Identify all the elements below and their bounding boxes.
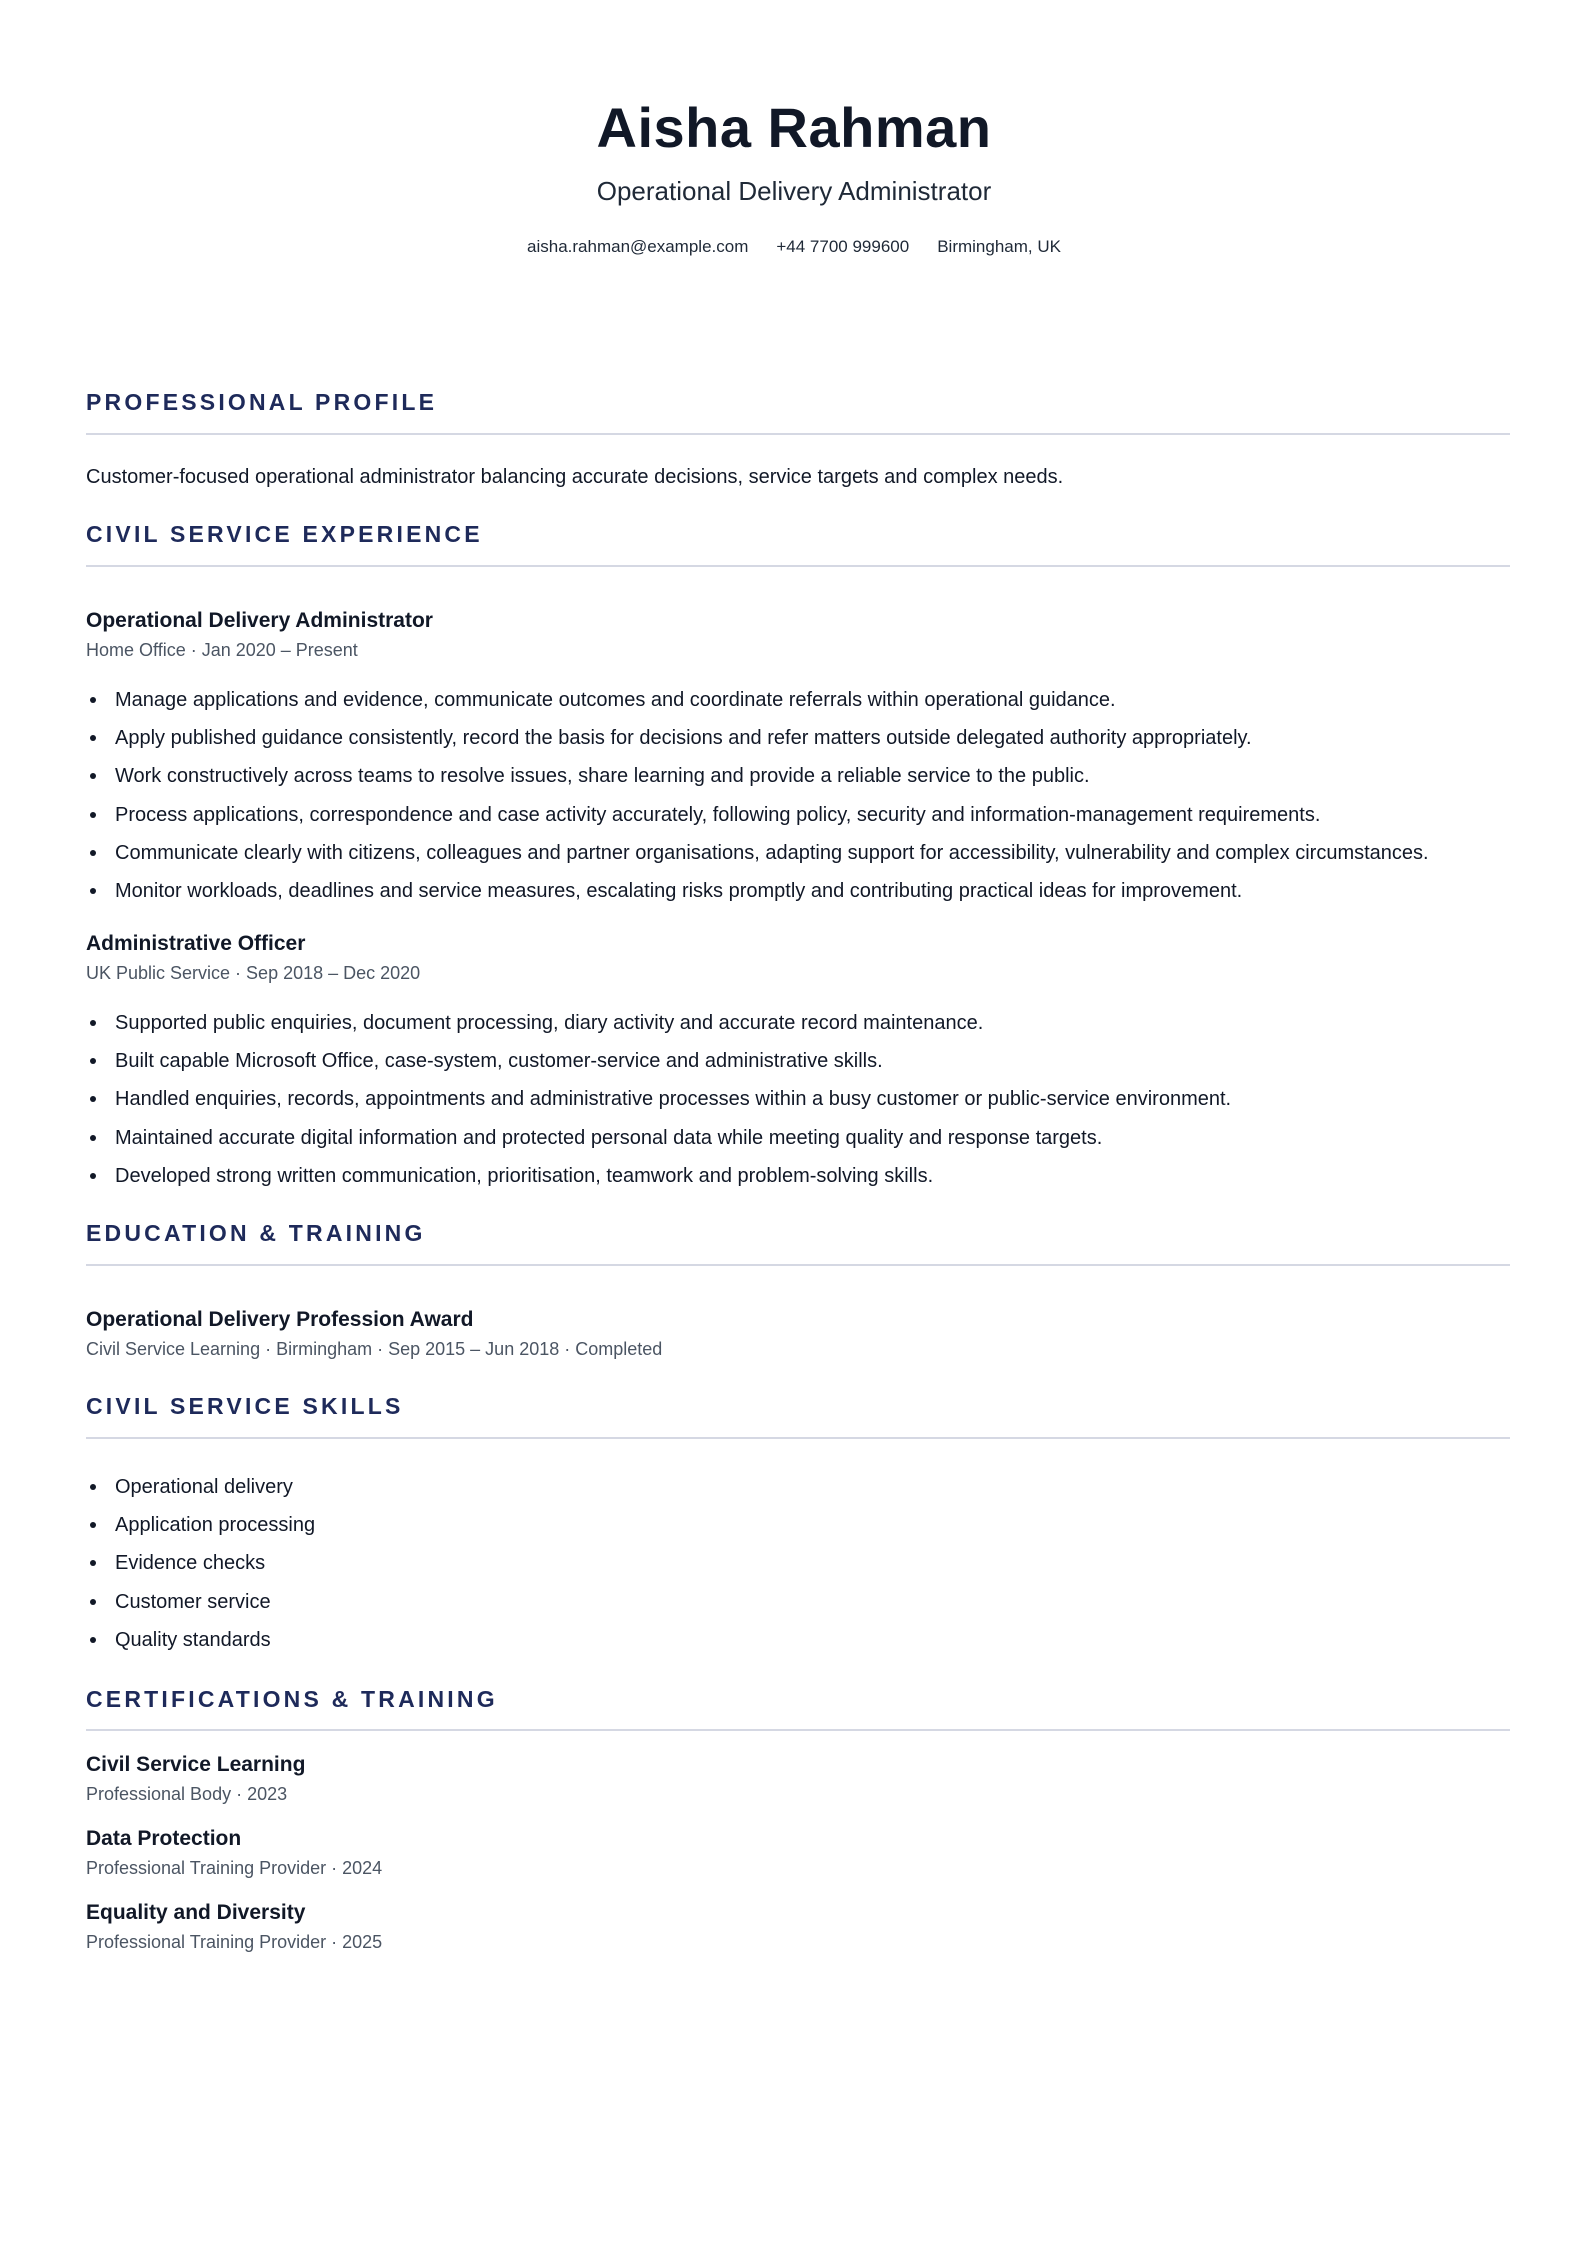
section-divider: [86, 1437, 1510, 1439]
contact-location: Birmingham, UK: [937, 237, 1061, 256]
certification-title: Equality and Diversity: [86, 1901, 306, 1924]
education-meta: Civil Service Learning · Birmingham · Sep 2015 – Jun 2018 · Completed: [86, 1339, 663, 1359]
section-title-certifications: CERTIFICATIONS & TRAINING: [86, 1686, 498, 1712]
education-title: Operational Delivery Profession Award: [86, 1308, 474, 1331]
job-bullets: [86, 1004, 1526, 1195]
contact-email: aisha.rahman@example.com: [527, 237, 749, 256]
certification-meta: Professional Training Provider · 2025: [86, 1932, 383, 1952]
list-item: Maintained accurate digital information and protected personal data while meeting quality and response targets.: [86, 1119, 1526, 1157]
section-divider: [86, 433, 1510, 435]
list-item: Work constructively across teams to resolve issues, share learning and provide a reliable service to the public.: [86, 757, 1526, 795]
section-title-education: EDUCATION & TRAINING: [86, 1220, 426, 1246]
list-item: Manage applications and evidence, communicate outcomes and coordinate referrals within operational guidance.: [86, 681, 1526, 719]
certification-title: Data Protection: [86, 1827, 242, 1850]
skills-list: [86, 1468, 1526, 1659]
list-item: Communicate clearly with citizens, colleagues and partner organisations, adapting support for accessibility, vulnerability and complex circumstances.: [86, 834, 1526, 872]
section-divider: [86, 565, 1510, 567]
list-item: Monitor workloads, deadlines and service measures, escalating risks promptly and contributing practical ideas for improvement.: [86, 872, 1526, 910]
section-divider: [86, 1729, 1510, 1731]
list-item: Handled enquiries, records, appointments and administrative processes within a busy customer or public-service environment.: [86, 1080, 1526, 1118]
section-divider: [86, 1264, 1510, 1266]
job-meta: UK Public Service · Sep 2018 – Dec 2020: [86, 963, 421, 983]
certification-title: Civil Service Learning: [86, 1753, 306, 1776]
list-item: Apply published guidance consistently, record the basis for decisions and refer matters outside delegated authority appropriately.: [86, 719, 1526, 757]
list-item: Supported public enquiries, document processing, diary activity and accurate record maintenance.: [86, 1004, 1526, 1042]
list-item: Application processing: [86, 1506, 1526, 1544]
candidate-name: Aisha Rahman: [596, 96, 992, 159]
job-title: Operational Delivery Administrator: [86, 609, 433, 632]
list-item: Built capable Microsoft Office, case-system, customer-service and administrative skills.: [86, 1042, 1526, 1080]
certification-meta: Professional Body · 2023: [86, 1784, 288, 1804]
list-item: Developed strong written communication, prioritisation, teamwork and problem-solving skills.: [86, 1157, 1526, 1195]
certification-meta: Professional Training Provider · 2024: [86, 1858, 383, 1878]
section-title-profile: PROFESSIONAL PROFILE: [86, 389, 438, 415]
section-title-experience: CIVIL SERVICE EXPERIENCE: [86, 521, 483, 547]
list-item: Quality standards: [86, 1621, 1526, 1659]
job-bullets: [86, 681, 1526, 910]
job-title: Administrative Officer: [86, 932, 306, 955]
list-item: Process applications, correspondence and case activity accurately, following policy, security and information-management requirements.: [86, 796, 1526, 834]
profile-summary: Customer-focused operational administrator balancing accurate decisions, service targets and complex needs.: [86, 466, 1064, 488]
list-item: Customer service: [86, 1583, 1526, 1621]
list-item: Evidence checks: [86, 1544, 1526, 1582]
list-item: Operational delivery: [86, 1468, 1526, 1506]
section-title-skills: CIVIL SERVICE SKILLS: [86, 1393, 404, 1419]
job-meta: Home Office · Jan 2020 – Present: [86, 640, 358, 660]
candidate-role: Operational Delivery Administrator: [596, 176, 992, 206]
contact-line: [0, 233, 1588, 261]
contact-phone: +44 7700 999600: [776, 237, 910, 256]
